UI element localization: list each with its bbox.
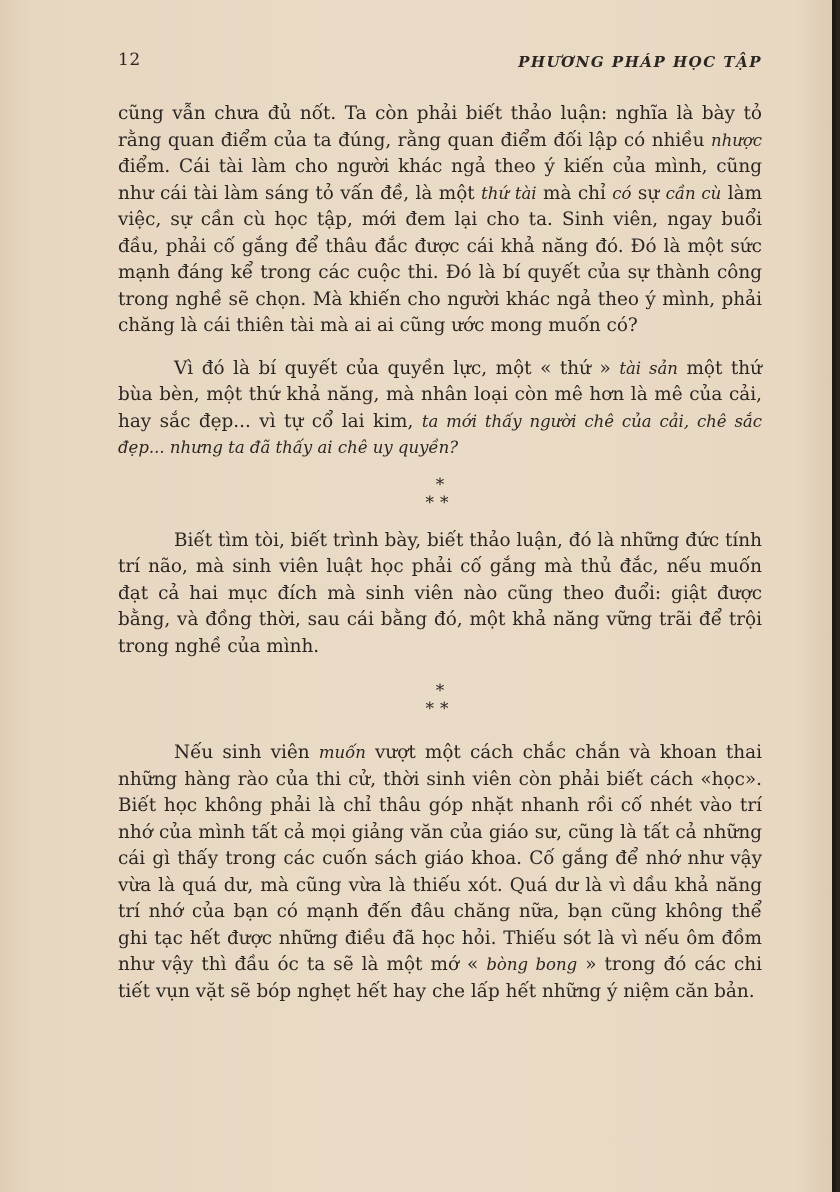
section-separator [118, 476, 762, 512]
page-edge [832, 0, 836, 1192]
italic-text: ta mới thấy người chê của cải, chê sắc đẹp... nhưng ta đã thấy ai chê uy quyền? [118, 411, 762, 457]
italic-text: cần cù [665, 183, 722, 203]
text-run: mà chỉ [536, 182, 613, 204]
italic-text: nhược [710, 130, 762, 150]
italic-text: có [612, 183, 632, 203]
separator-stars: ** [425, 492, 455, 513]
paragraph [118, 528, 762, 661]
running-head: PHƯƠNG PHÁP HỌC TẬP [518, 53, 762, 71]
italic-text: thứ tài [481, 183, 537, 203]
text-run: Biết tìm tòi, biết trình bày, biết thảo luận, đó là những đức tính trí não, mà sinh viên luật học phải cố gắng mà thủ đắc, nếu muốn đạt cả hai mục đích mà sinh viên nào cũng theo đuổi: giật được bằng, và đồng thời, sau cái bằng đó, một khả năng vững trãi để trội trong nghề của mình. [118, 529, 762, 657]
italic-text: bòng bong [486, 955, 578, 974]
page-number: 12 [118, 50, 141, 70]
text-run: làm việc, sự cần cù học tập, mới đem lại cho ta. Sinh viên, ngay buổi đầu, phải cố gắng để thâu đắc được cái khả năng đó. Đó là một sức mạnh đáng kể trong các cuộc thi. Đó là bí quyết của sự thành công trong nghề sẽ chọn. Mà khiến cho người khác ngả theo ý mình, phải chăng là cái thiên tài mà ai ai cũng ước mong muốn có? [118, 182, 763, 336]
section-separator [118, 682, 762, 718]
page-header [118, 50, 762, 74]
italic-text: muốn [318, 743, 366, 762]
text-run: điểm. Cái tài làm cho người khác ngả theo ý kiến của mình, cũng như cái tài làm sáng tỏ vấn đề, là một [118, 156, 762, 204]
text-run: vượt một cách chắc chắn và khoan thai những hàng rào của thi cử, thời sinh viên còn phải biết cách «học». Biết học không phải là chỉ thâu góp nhặt nhanh rồi cố nhét vào trí nhớ của mình tất cả mọi giảng văn của giáo sư, cũng là tất cả những cái gì thấy trong các cuốn sách giáo khoa. Cố gắng để nhớ như vậy vừa là quá dư, mà cũng vừa là thiếu xót. Quá dư là vì dầu khả năng trí nhớ của bạn có mạnh đến đâu chăng nữa, bạn cũng không thể ghi tạc hết được những điều đã học hỏi. Thiếu sót là vì nếu ôm đồm như vậy thì đầu óc ta sẽ là một mớ « [118, 742, 762, 975]
text-run: sự [631, 182, 666, 204]
text-run: » trong đó các chi tiết vụn vặt sẽ bóp nghẹt hết hay che lấp hết những ý niệm căn bản. [118, 954, 762, 1002]
body-text [118, 101, 762, 1005]
italic-text: tài sản [619, 358, 678, 378]
paragraph [118, 356, 762, 462]
separator-stars: ** [425, 699, 455, 719]
text-run: một thứ bùa bèn, một thứ khả năng, mà nhân loại còn mê hơn là mê của cải, hay sắc đẹp... vì tự cổ lai kim, [118, 357, 762, 432]
separator-star: * [435, 681, 445, 701]
separator-star: * [435, 474, 445, 495]
text-run: Nếu sinh viên [174, 742, 319, 763]
paragraph [118, 101, 762, 340]
text-run: Vì đó là bí quyết của quyền lực, một « thứ » [174, 357, 620, 379]
paragraph [118, 740, 762, 1005]
text-run: cũng vẫn chưa đủ nốt. Ta còn phải biết thảo luận: nghĩa là bày tỏ rằng quan điểm của ta đúng, rằng quan điểm đối lập có nhiều [118, 103, 762, 151]
